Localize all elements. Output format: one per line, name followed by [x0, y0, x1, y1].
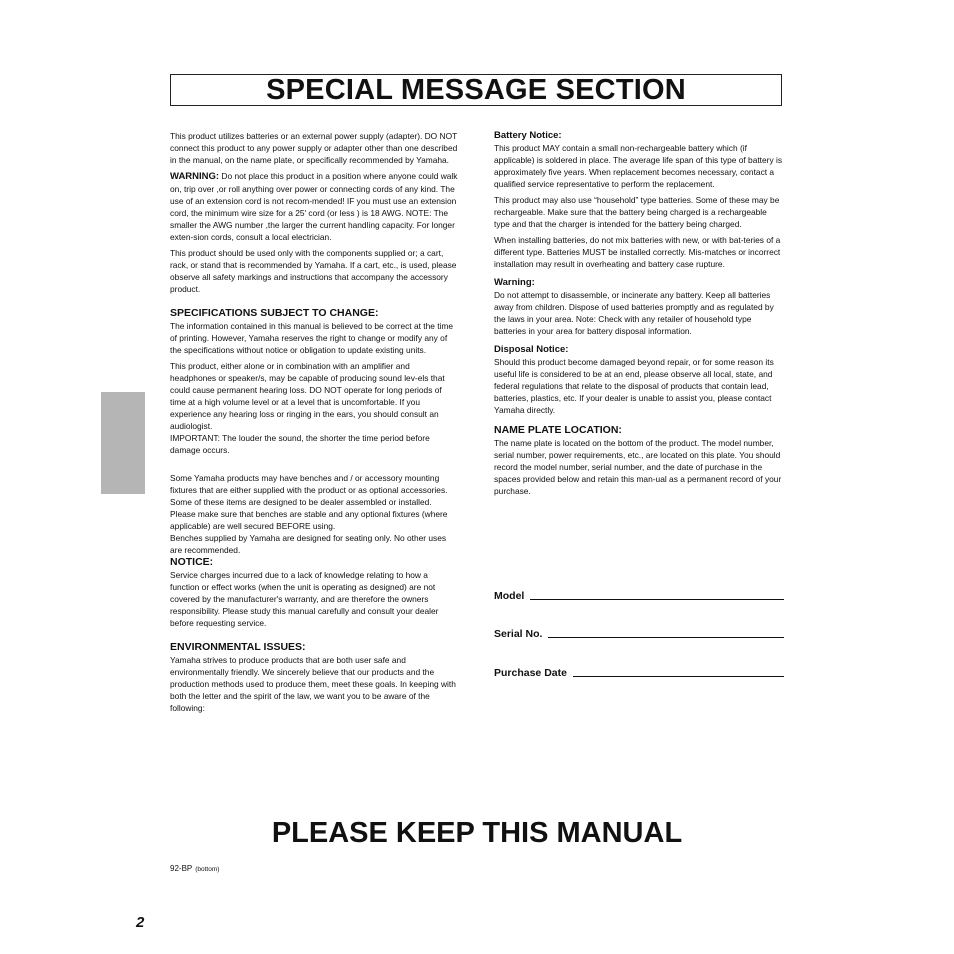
- code-text: 92-BP: [170, 864, 193, 873]
- section-tab: [101, 392, 145, 494]
- benches-paragraph-2: Benches supplied by Yamaha are designed for seating only. No other uses are recommended.: [170, 533, 447, 555]
- serial-field[interactable]: [494, 628, 784, 640]
- page-title: SPECIAL MESSAGE SECTION: [266, 73, 686, 106]
- warning-label: WARNING:: [170, 171, 220, 182]
- warning-text: Do not place this product in a position where anyone could walk on, trip over ,or roll anything over power or connecting cords of any kind. The use of an extension cord is not recom-mended! IF you must use an extension cord, the minimum wire size for a 25' cord (or less ) is 18 AWG. NOTE: The smaller the AWG number ,the larger the current handling capacity. For longer exten-sion cords, consult a local electrician.: [170, 171, 458, 242]
- important-paragraph: IMPORTANT: The louder the sound, the shorter the time period before damage occurs.: [170, 433, 430, 455]
- spec-paragraph: The information contained in this manual is believed to be correct at the time of printing. However, Yamaha reserves the right to change or modify any of the specifications without notice or obligation to update existing units.: [170, 321, 454, 355]
- battery-warning-heading: Warning:: [494, 277, 535, 288]
- page-number: 2: [136, 914, 145, 931]
- notice-heading: NOTICE:: [170, 556, 214, 568]
- hearing-paragraph: This product, either alone or in combination with an amplifier and headphones or speaker/s, may be capable of producing sound lev-els that could cause permanent hearing loss. DO NOT operate for long periods of time at a high volume level or at a level that is uncomfortable. If you experience any hearing loss or ringing in the ears, you should consult an audiologist.: [170, 361, 445, 431]
- spec-heading: SPECIFICATIONS SUBJECT TO CHANGE:: [170, 307, 379, 319]
- keep-manual-title: PLEASE KEEP THIS MANUAL: [271, 817, 683, 849]
- purchase-date-label: Purchase Date: [494, 667, 567, 679]
- nameplate-paragraph: The name plate is located on the bottom of the product. The model number, serial number, power requirements, etc., are located on this plate. You should record the model number, serial number, and the date of purchase in the spaces provided below and retain this man-ual as a permanent record of your purchase.: [494, 438, 782, 496]
- disposal-paragraph: Should this product become damaged beyond repair, or for some reason its useful life is considered to be at an end, please observe all local, state, and federal regulations that relate to the disposal of products that contain lead, batteries, plastics, etc. If your dealer is unable to assist you, please contact Yamaha directly.: [494, 357, 774, 415]
- right-column: [494, 130, 784, 501]
- serial-label: Serial No.: [494, 628, 543, 640]
- disposal-heading: Disposal Notice:: [494, 344, 569, 355]
- components-paragraph: This product should be used only with the components supplied or; a cart, rack, or stand that is recommended by Yamaha. If a cart, etc., is used, please observe all safety markings and instructions that accompany the accessory product.: [170, 248, 457, 294]
- battery-heading: Battery Notice:: [494, 130, 562, 141]
- environmental-paragraph: Yamaha strives to produce products that are both user safe and environmentally friendly. We sincerely believe that our products and the production methods used to produce them, meet these goals. In keeping with both the letter and the spirit of the law, we want you to be aware of the following:: [170, 655, 456, 713]
- notice-paragraph: Service charges incurred due to a lack of knowledge relating to how a function or effect works (when the unit is operating as designed) are not covered by the manufacturer's warranty, and are therefore the owners responsibility. Please study this manual carefully and consult your dealer before requesting service.: [170, 570, 439, 628]
- nameplate-heading: NAME PLATE LOCATION:: [494, 424, 622, 436]
- battery-paragraph-3: When installing batteries, do not mix batteries with new, or with bat-teries of a different type. Batteries MUST be installed correctly. Mis-matches or incorrect installation may result in overheating and battery case rupture.: [494, 235, 781, 269]
- left-column: [170, 130, 458, 718]
- title-box: [170, 74, 782, 106]
- purchase-date-blank-line[interactable]: [573, 676, 784, 677]
- intro-paragraph: This product utilizes batteries or an external power supply (adapter). DO NOT connect this product to any power supply or adapter other than one described in the manual, on the name plate, or specifically recommended by Yamaha.: [170, 131, 458, 165]
- code-note: (bottom): [195, 866, 220, 873]
- model-field[interactable]: [494, 590, 784, 602]
- benches-paragraph: Some Yamaha products may have benches and / or accessory mounting fixtures that are either supplied with the product or as optional accessories. Some of these items are designed to be dealer assembled or installed. Please make sure that benches are stable and any optional fixtures (where applicable) are well secured BEFORE using.: [170, 473, 448, 531]
- model-label: Model: [494, 590, 525, 602]
- model-blank-line[interactable]: [530, 599, 784, 600]
- battery-warning-paragraph: Do not attempt to disassemble, or incinerate any battery. Keep all batteries away from children. Dispose of used batteries promptly and as regulated by the laws in your area. Note: Check with any retailer of household type batteries in your area for battery disposal information.: [494, 290, 774, 336]
- serial-blank-line[interactable]: [548, 637, 784, 638]
- document-code: [170, 864, 219, 873]
- warning-paragraph: [170, 170, 458, 243]
- purchase-date-field[interactable]: [494, 667, 784, 679]
- environmental-heading: ENVIRONMENTAL ISSUES:: [170, 641, 306, 653]
- battery-paragraph-1: This product MAY contain a small non-rechargeable battery which (if applicable) is soldered in place. The average life span of this type of battery is approximately five years. When replacement becomes necessary, contact a qualified service representative to perform the replacement.: [494, 143, 783, 189]
- battery-paragraph-2: This product may also use “household” type batteries. Some of these may be rechargeable. Make sure that the battery being charged is a rechargeable type and that the charger is intended for the battery being charged.: [494, 195, 780, 229]
